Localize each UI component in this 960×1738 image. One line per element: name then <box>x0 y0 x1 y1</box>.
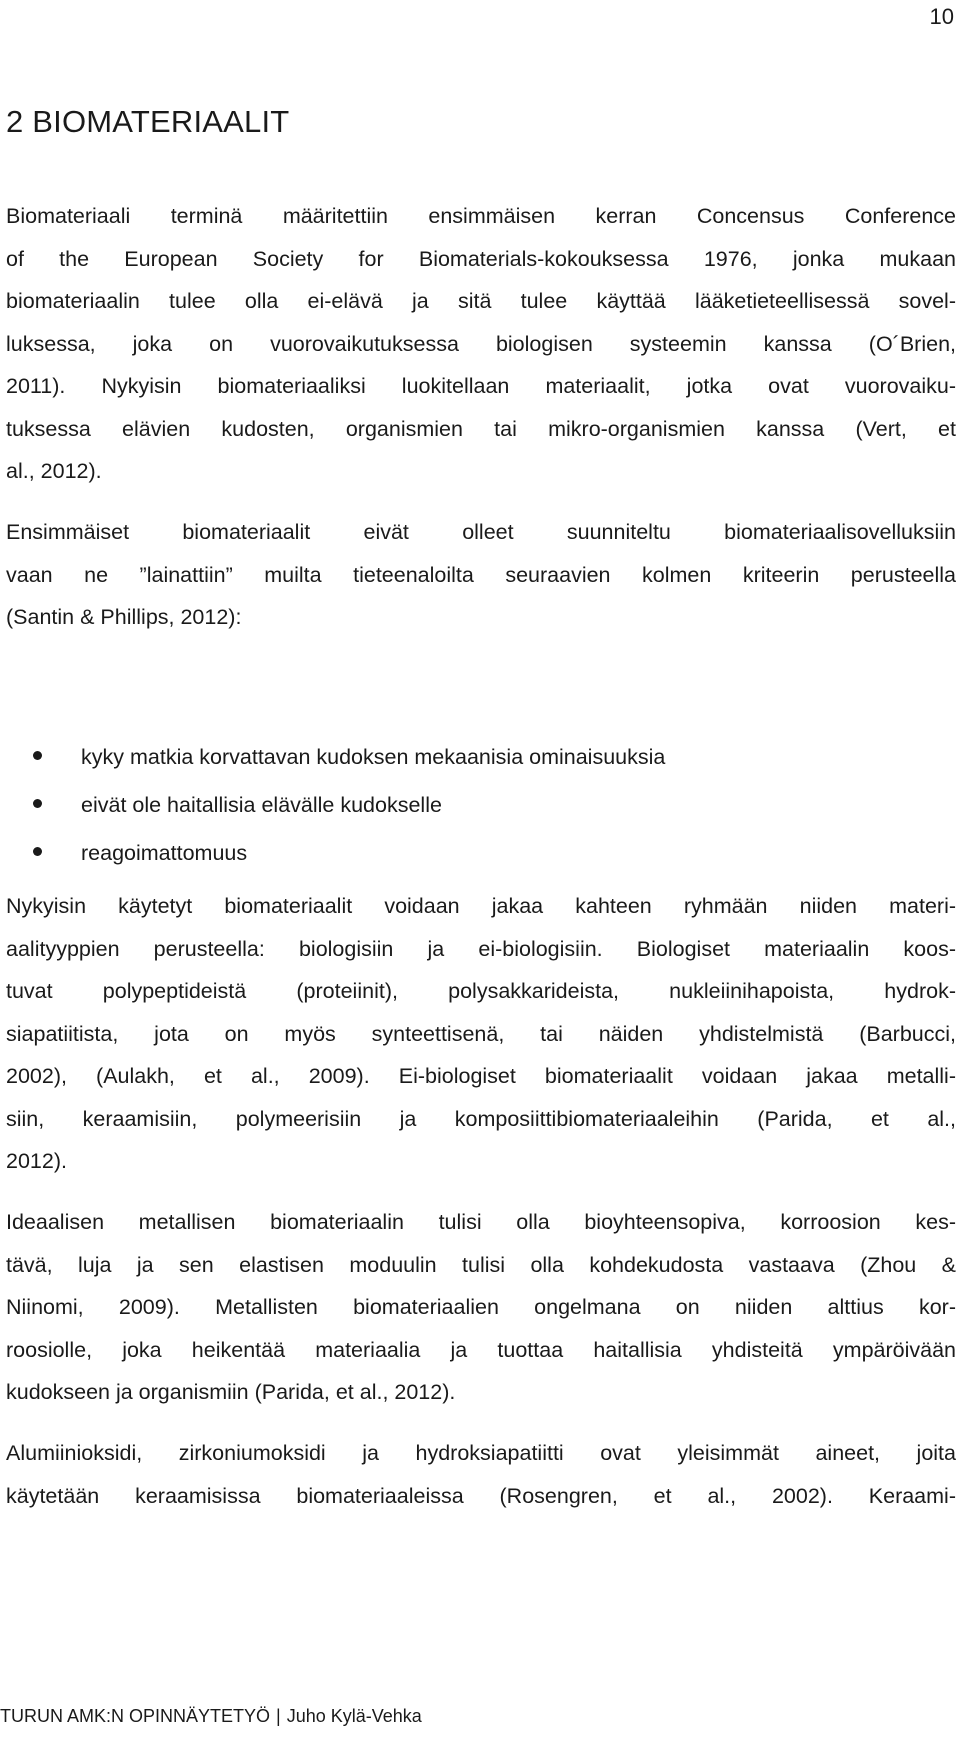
paragraph-5 <box>6 1432 956 1517</box>
list-item <box>0 829 950 877</box>
text-line: 2011). Nykyisin biomateriaaliksi luokitellaan materiaalit, jotka ovat vuorovaiku- <box>6 374 956 398</box>
text-line: vaan ne ”lainattiin” muilta tieteenaloilta seuraavien kolmen kriteerin perusteella <box>6 562 956 587</box>
footer-institution: TURUN AMK:N OPINNÄYTETYÖ <box>0 1706 271 1726</box>
bullet-icon <box>33 847 42 856</box>
text-line: Ideaalisen metallisen biomateriaalin tulisi olla bioyhteensopiva, korroosion kes- <box>6 1210 956 1234</box>
criteria-list <box>0 733 950 877</box>
text-line: biomateriaalin tulee olla ei-elävä ja sitä tulee käyttää lääketieteellisessä sovel- <box>6 289 956 313</box>
text-line: käytetään keraamisissa biomateriaaleissa (Rosengren, et al., 2002). Keraami- <box>6 1483 956 1508</box>
list-item <box>0 733 950 781</box>
text-line: Alumiinioksidi, zirkoniumoksidi ja hydroksiapatiitti ovat yleisimmät aineet, joita <box>6 1441 956 1465</box>
text-line: (Santin & Phillips, 2012): <box>6 605 242 629</box>
text-line: aalityyppien perusteella: biologisiin ja ei-biologisiin. Biologiset materiaalin koos- <box>6 936 956 961</box>
paragraph-3 <box>6 885 956 1183</box>
text-line: al., 2012). <box>6 459 102 483</box>
text-line: Nykyisin käytetyt biomateriaalit voidaan jakaa kahteen ryhmään niiden materi- <box>6 894 956 918</box>
paragraph-2 <box>6 511 956 639</box>
text-line: tuvat polypeptideistä (proteiinit), polysakkarideista, nukleiinihapoista, hydrok- <box>6 979 956 1003</box>
footer-separator: | <box>276 1706 281 1726</box>
list-item-text: kyky matkia korvattavan kudoksen mekaanisia ominaisuuksia <box>81 745 666 769</box>
text-line: 2012). <box>6 1149 67 1173</box>
text-line: siin, keraamisiin, polymeerisiin ja komposiittibiomateriaaleihin (Parida, et al., <box>6 1106 956 1131</box>
list-item <box>0 781 950 829</box>
list-item-text: eivät ole haitallisia elävälle kudokselle <box>81 793 442 817</box>
text-line: luksessa, joka on vuorovaikutuksessa biologisen systeemin kanssa (O´Brien, <box>6 331 956 356</box>
text-line: Niinomi, 2009). Metallisten biomateriaalien ongelmana on niiden alttius kor- <box>6 1295 956 1319</box>
text-line: tuksessa elävien kudosten, organismien tai mikro-organismien kanssa (Vert, et <box>6 416 956 441</box>
page-number: 10 <box>929 4 954 29</box>
footer-author: Juho Kylä-Vehka <box>286 1706 422 1726</box>
bullet-icon <box>33 751 42 760</box>
text-line: tävä, luja ja sen elastisen moduulin tulisi olla kohdekudosta vastaava (Zhou & <box>6 1252 956 1277</box>
bullet-icon <box>33 799 42 808</box>
paragraph-4 <box>6 1201 956 1414</box>
list-item-text: reagoimattomuus <box>81 841 248 865</box>
text-line: kudokseen ja organismiin (Parida, et al., 2012). <box>6 1380 456 1404</box>
text-line: roosiolle, joka heikentää materiaalia ja tuottaa haitallisia yhdisteitä ympäröivään <box>6 1337 956 1362</box>
section-heading: 2 BIOMATERIAALIT <box>6 104 290 139</box>
text-line: siapatiitista, jota on myös synteettisenä, tai näiden yhdistelmistä (Barbucci, <box>6 1021 956 1046</box>
page-footer <box>0 1706 422 1727</box>
text-line: Ensimmäiset biomateriaalit eivät olleet suunniteltu biomateriaalisovelluksiin <box>6 520 956 544</box>
text-line: Biomateriaali terminä määritettiin ensimmäisen kerran Concensus Conference <box>6 204 956 228</box>
text-line: of the European Society for Biomaterials-kokouksessa 1976, jonka mukaan <box>6 246 956 271</box>
paragraph-1 <box>6 195 956 493</box>
text-line: 2002), (Aulakh, et al., 2009). Ei-biologiset biomateriaalit voidaan jakaa metalli- <box>6 1064 956 1088</box>
